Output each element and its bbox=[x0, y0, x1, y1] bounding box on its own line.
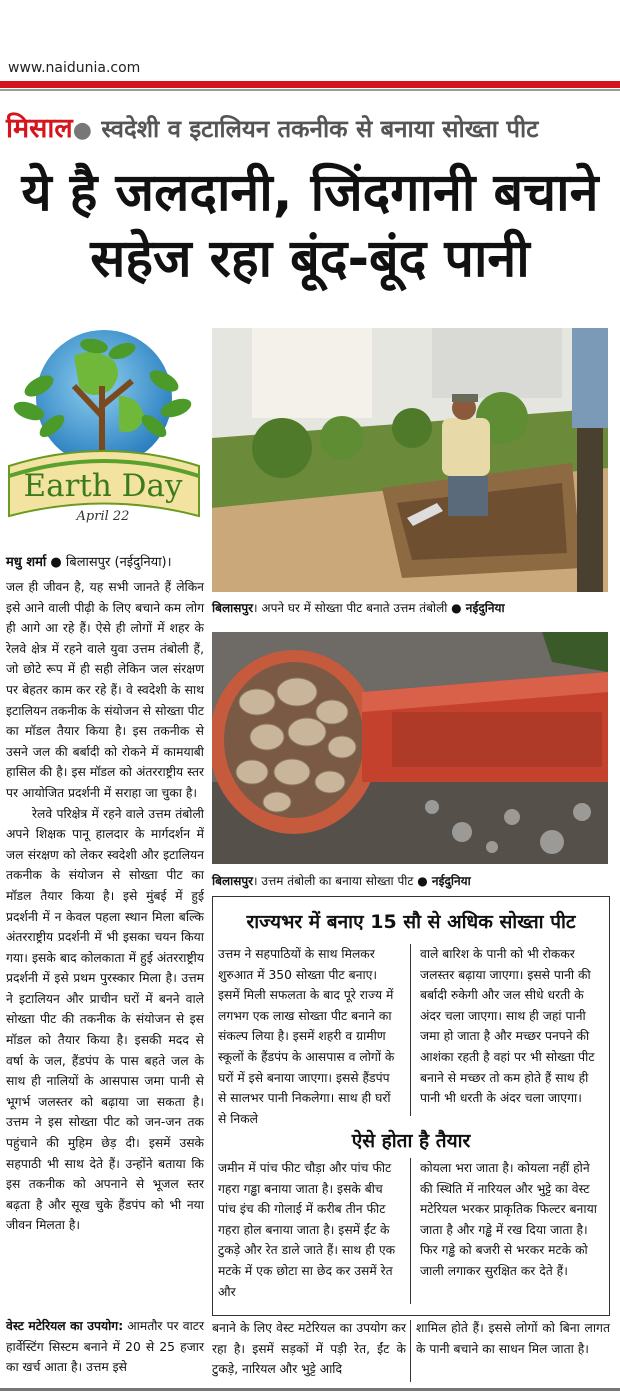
headline-line-2: सहेज रहा बूंद-बूंद पानी bbox=[90, 229, 530, 289]
caption-1-place: बिलासपुर bbox=[212, 601, 254, 615]
info-box-col-4: कोयला भरा जाता है। कोयला नहीं होने की स्थिति में नारियल और भुट्टे का वेस्ट मटेरियल भरकर प्राकृतिक फिल्टर बनाया जाता है और गड्ढे में रख दिया जाता है। फिर गड्ढे को बजरी से भरकर मटके को जाली लगाकर सुरक्षित कर देते हैं। bbox=[420, 1161, 597, 1278]
earth-day-logo bbox=[4, 326, 200, 536]
article-para-1: जल ही जीवन है, यह सभी जानते हैं लेकिन इसे आने वाली पीढ़ी के लिए बचाने कम लोग ही आगे आ रहे हैं। ऐसे ही लोगों में शहर के रेलवे क्षेत्र में रहने वाले युवा उत्तम तंबोली हैं, जो छोटे रूप में ही सही लेकिन जल संरक्षण पर बेहतर काम कर रहे हैं। वे स्वदेशी के साथ इटालियन तकनीक के संयोजन से सोख्ता पीट का मॉडल तैयार किया है। इस तकनीक से उसने जल की बर्बादी को रोकने में कामयाबी हासिल की है। इस मॉडल को अंतरराष्ट्रीय स्तर पर आयोजित प्रदर्शनी में सराहा जा चुका है। bbox=[6, 580, 204, 800]
earth-day-title: Earth Day bbox=[23, 468, 183, 504]
kicker bbox=[6, 108, 616, 145]
info-box-divider-2 bbox=[410, 1158, 411, 1304]
kicker-dot: ● bbox=[72, 118, 92, 143]
info-box-subtitle: ऐसे होता है तैयार bbox=[351, 1130, 471, 1152]
article-para-2: रेलवे परिक्षेत्र में रहने वाले उत्तम तंबोली अपने शिक्षक पानू हालदार के मार्गदर्शन में जल संरक्षण को लेकर स्वदेशी और इटालियन तकनीक के संयोजन से सोख्ता पीट का मॉडल तैयार किया है। इसे मुंबई में हुई प्रदर्शनी में न केवल पहला स्थान मिला बल्कि अंतरराष्ट्रीय प्रदर्शनी में भी इसका चयन किया गया। इसके बाद कोलकाता में हुई अंतरराष्ट्रीय प्रदर्शनी में इसे प्रथम पुरस्कार मिला है। उत्तम ने इटालियन और प्राचीन घरों में बनने वाले सोख्ता पीट की तकनीक के संयोजन से इस मॉडल को तैयार किया है। इसकी मदद से वर्षा के जल, हैंडपंप के पास बहते जल के साथ ही नालियों के आसपास जमा पानी से भूगर्भ जलस्तर को बढ़ाया जा सकता है। उत्तम ने इस सोख्ता पीट को जन-जन तक पहुंचाने की मुहिम छेड़ दी। इसमें उसके सहपाठी भी साथ देते हैं। उन्होंने बताया कि इस तकनीक को अपनाने से भूजल स्तर बढ़ता है और सूख चुके हैंडपंप को भी नया जीवन मिलता है। bbox=[6, 806, 204, 1233]
red-rule bbox=[0, 81, 620, 88]
info-box-title: राज्यभर में बनाए 15 सौ से अधिक सोख्ता पीट bbox=[246, 911, 576, 933]
photo-digging-caption bbox=[212, 599, 505, 616]
caption-1-source: ● नईदुनिया bbox=[451, 601, 505, 615]
photo-digging bbox=[212, 328, 608, 592]
bottom-rule bbox=[0, 1388, 620, 1391]
earth-day-date: April 22 bbox=[76, 509, 130, 524]
kicker-text: स्वदेशी व इटालियन तकनीक से बनाया सोख्ता पीट bbox=[101, 115, 539, 143]
byline-author: मधु शर्मा bbox=[6, 555, 47, 570]
earth-day-globe-icon bbox=[4, 326, 200, 536]
byline-sep: ● bbox=[50, 555, 62, 570]
caption-1-text: । अपने घर में सोख्ता पीट बनाते उत्तम तंबोली bbox=[253, 601, 448, 615]
headline-line-1: ये है जलदानी, जिंदगानी बचाने bbox=[21, 163, 599, 223]
article-column-1 bbox=[6, 577, 204, 1236]
info-box-divider-1 bbox=[410, 944, 411, 1116]
kicker-label: मिसाल bbox=[6, 113, 73, 144]
grey-rule bbox=[0, 89, 620, 91]
caption-2-source: ● नईदुनिया bbox=[417, 874, 471, 888]
byline-place: बिलासपुर (नईदुनिया)। bbox=[65, 555, 172, 570]
photo-soakpit-caption bbox=[212, 872, 471, 889]
waste-material-col-1 bbox=[6, 1316, 204, 1378]
byline bbox=[6, 552, 172, 570]
info-box-col-2: वाले बारिश के पानी को भी रोककर जलस्तर बढ़ाया जाएगा। इससे पानी की बर्बादी रुकेगी और जल सीधे धरती के अंदर चला जाएगा। साथ ही जहां पानी जमा हो जाता है और मच्छर पनपने की आशंका रहती है वहां पर भी सोख्ता पीट बनाने से मच्छर तो कम होते हैं साथ ही पानी भी धरती के अंदर चला जाएगा। bbox=[420, 947, 595, 1106]
bottom-divider bbox=[410, 1320, 411, 1382]
waste-material-col-2: बनाने के लिए वेस्ट मटेरियल का उपयोग कर रहा है। इसमें सड़कों में पड़ी रेत, ईंट के टुकड़े, नारियल और भुट्टे आदि bbox=[212, 1321, 406, 1377]
headline bbox=[0, 160, 620, 292]
info-box-col-3: जमीन में पांच फीट चौड़ा और पांच फीट गहरा गड्ढा बनाया जाता है। इसके बीच पांच इंच की गोलाई में करीब तीन फीट गहरा होल बनाया जाता है। इसमें ईंट के टुकड़े और रेत डाले जाते हैं। साथ ही एक मटके में एक छोटा सा छेद कर उसमें रेत और bbox=[218, 1161, 396, 1299]
photo-soakpit bbox=[212, 632, 608, 864]
info-box-col-1: उत्तम ने सहपाठियों के साथ मिलकर शुरुआत में 350 सोख्ता पीट बनाए। इसमें मिली सफलता के बाद पूरे राज्य में लगभग एक लाख सोख्ता पीट बनाने का संकल्प लिया है। इसमें शहरी व ग्रामीण स्कूलों के हैंडपंप के आसपास व लोगों के घरों में इसे बनाया जाएगा। इससे हैंडपंप से सालभर पानी निकलेगा। साथ ही घरों से निकले bbox=[218, 947, 395, 1126]
caption-2-text: । उत्तम तंबोली का बनाया सोख्ता पीट bbox=[253, 874, 414, 888]
waste-material-text-1: आमतौर पर वाटर हार्वेस्टिंग सिस्टम बनाने में 20 से 25 हजार का खर्च आता है। उत्तम इसे bbox=[6, 1319, 204, 1375]
waste-material-col-3: शामिल होते हैं। इससे लोगों को बिना लागत के पानी बचाने का साधन मिल जाता है। bbox=[416, 1321, 610, 1356]
site-url: www.naidunia.com bbox=[8, 60, 141, 76]
caption-2-place: बिलासपुर bbox=[212, 874, 254, 888]
waste-material-label: वेस्ट मटेरियल का उपयोग: bbox=[6, 1319, 124, 1333]
